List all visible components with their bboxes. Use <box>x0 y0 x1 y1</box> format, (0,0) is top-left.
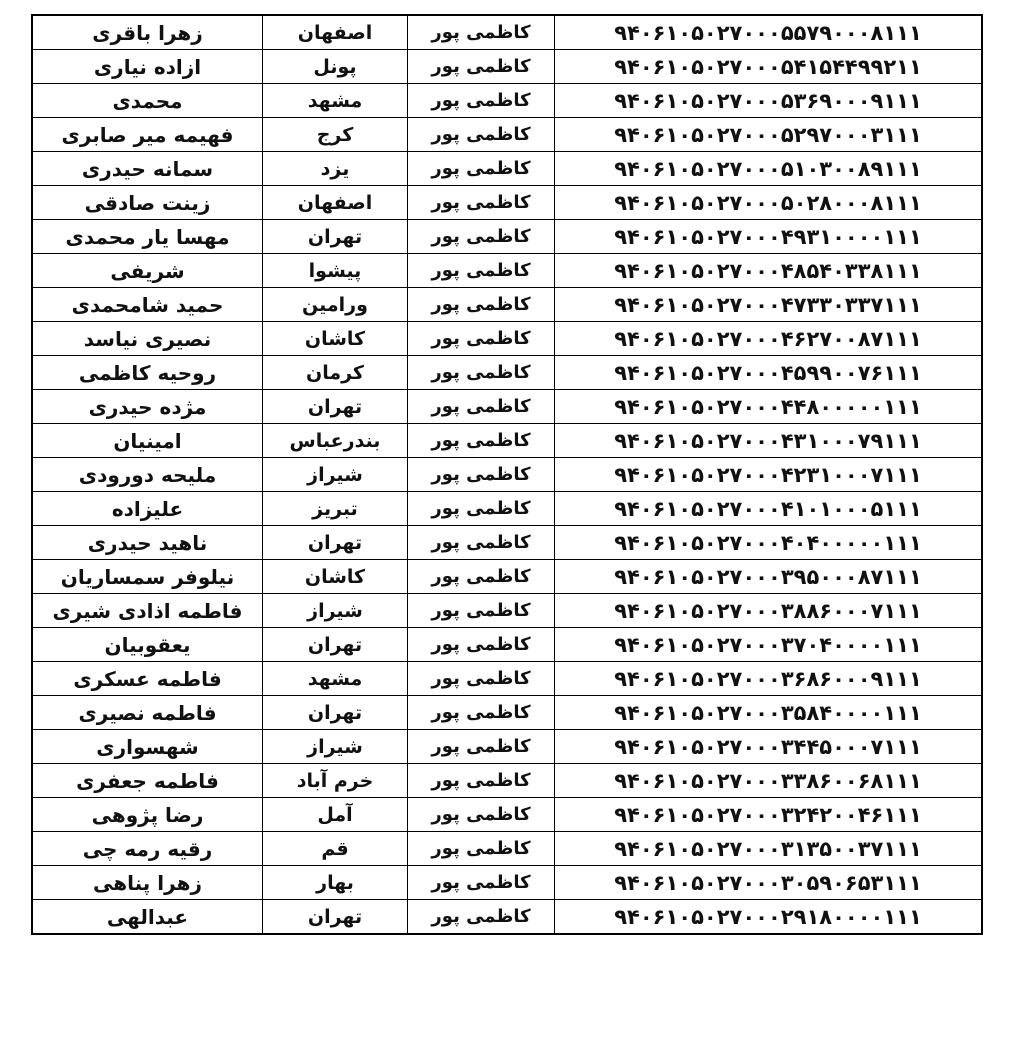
name-cell: عبدالهی <box>32 900 263 935</box>
number-cell: ۹۴۰۶۱۰۵۰۲۷۰۰۰۴۳۱۰۰۰۷۹۱۱۱ <box>555 424 983 458</box>
table-row <box>32 662 982 696</box>
city-cell: کرمان <box>263 356 408 390</box>
table-row <box>32 526 982 560</box>
number-cell: ۹۴۰۶۱۰۵۰۲۷۰۰۰۵۴۱۵۴۴۹۹۲۱۱ <box>555 50 983 84</box>
name-cell: شهسواری <box>32 730 263 764</box>
city-cell: کاشان <box>263 560 408 594</box>
family-cell: کاظمی پور <box>408 288 555 322</box>
number-cell: ۹۴۰۶۱۰۵۰۲۷۰۰۰۲۹۱۸۰۰۰۰۱۱۱ <box>555 900 983 935</box>
number-cell: ۹۴۰۶۱۰۵۰۲۷۰۰۰۵۰۲۸۰۰۰۸۱۱۱ <box>555 186 983 220</box>
city-cell: مشهد <box>263 84 408 118</box>
family-cell: کاظمی پور <box>408 118 555 152</box>
city-cell: تهران <box>263 390 408 424</box>
family-cell: کاظمی پور <box>408 390 555 424</box>
number-cell: ۹۴۰۶۱۰۵۰۲۷۰۰۰۳۶۸۶۰۰۰۹۱۱۱ <box>555 662 983 696</box>
number-cell: ۹۴۰۶۱۰۵۰۲۷۰۰۰۵۲۹۷۰۰۰۳۱۱۱ <box>555 118 983 152</box>
table-row <box>32 832 982 866</box>
name-cell: نیلوفر سمساریان <box>32 560 263 594</box>
family-cell: کاظمی پور <box>408 866 555 900</box>
city-cell: تهران <box>263 220 408 254</box>
name-cell: حمید شامحمدی <box>32 288 263 322</box>
table-row <box>32 900 982 935</box>
table-row <box>32 594 982 628</box>
family-cell: کاظمی پور <box>408 424 555 458</box>
table-row <box>32 390 982 424</box>
city-cell: کاشان <box>263 322 408 356</box>
number-cell: ۹۴۰۶۱۰۵۰۲۷۰۰۰۴۹۳۱۰۰۰۰۱۱۱ <box>555 220 983 254</box>
city-cell: تهران <box>263 628 408 662</box>
table-row <box>32 492 982 526</box>
table-row <box>32 288 982 322</box>
family-cell: کاظمی پور <box>408 15 555 50</box>
city-cell: شیراز <box>263 730 408 764</box>
table-row <box>32 322 982 356</box>
city-cell: تهران <box>263 696 408 730</box>
family-cell: کاظمی پور <box>408 526 555 560</box>
name-cell: فاطمه عسکری <box>32 662 263 696</box>
number-cell: ۹۴۰۶۱۰۵۰۲۷۰۰۰۴۱۰۱۰۰۰۵۱۱۱ <box>555 492 983 526</box>
name-cell: امینیان <box>32 424 263 458</box>
family-cell: کاظمی پور <box>408 220 555 254</box>
table-row <box>32 458 982 492</box>
family-cell: کاظمی پور <box>408 798 555 832</box>
table-row <box>32 798 982 832</box>
table-row <box>32 152 982 186</box>
family-cell: کاظمی پور <box>408 50 555 84</box>
table-row <box>32 356 982 390</box>
table-row <box>32 84 982 118</box>
table-row <box>32 628 982 662</box>
number-cell: ۹۴۰۶۱۰۵۰۲۷۰۰۰۴۴۸۰۰۰۰۰۱۱۱ <box>555 390 983 424</box>
table-row <box>32 254 982 288</box>
table-row <box>32 15 982 50</box>
number-cell: ۹۴۰۶۱۰۵۰۲۷۰۰۰۵۳۶۹۰۰۰۹۱۱۱ <box>555 84 983 118</box>
name-cell: رضا پژوهی <box>32 798 263 832</box>
number-cell: ۹۴۰۶۱۰۵۰۲۷۰۰۰۳۹۵۰۰۰۸۷۱۱۱ <box>555 560 983 594</box>
family-cell: کاظمی پور <box>408 730 555 764</box>
table-row <box>32 118 982 152</box>
family-cell: کاظمی پور <box>408 560 555 594</box>
number-cell: ۹۴۰۶۱۰۵۰۲۷۰۰۰۳۳۸۶۰۰۶۸۱۱۱ <box>555 764 983 798</box>
name-cell: ملیحه دورودی <box>32 458 263 492</box>
family-cell: کاظمی پور <box>408 696 555 730</box>
number-cell: ۹۴۰۶۱۰۵۰۲۷۰۰۰۳۷۰۴۰۰۰۰۱۱۱ <box>555 628 983 662</box>
number-cell: ۹۴۰۶۱۰۵۰۲۷۰۰۰۳۰۵۹۰۶۵۳۱۱۱ <box>555 866 983 900</box>
family-cell: کاظمی پور <box>408 662 555 696</box>
number-cell: ۹۴۰۶۱۰۵۰۲۷۰۰۰۳۴۴۵۰۰۰۷۱۱۱ <box>555 730 983 764</box>
family-cell: کاظمی پور <box>408 186 555 220</box>
name-cell: محمدی <box>32 84 263 118</box>
name-cell: نصیری نیاسد <box>32 322 263 356</box>
family-cell: کاظمی پور <box>408 322 555 356</box>
number-cell: ۹۴۰۶۱۰۵۰۲۷۰۰۰۴۰۴۰۰۰۰۰۱۱۱ <box>555 526 983 560</box>
city-cell: تهران <box>263 900 408 935</box>
number-cell: ۹۴۰۶۱۰۵۰۲۷۰۰۰۴۶۲۷۰۰۸۷۱۱۱ <box>555 322 983 356</box>
name-cell: فهیمه میر صابری <box>32 118 263 152</box>
roster-table <box>31 14 983 935</box>
number-cell: ۹۴۰۶۱۰۵۰۲۷۰۰۰۵۱۰۳۰۰۸۹۱۱۱ <box>555 152 983 186</box>
city-cell: بندرعباس <box>263 424 408 458</box>
family-cell: کاظمی پور <box>408 492 555 526</box>
family-cell: کاظمی پور <box>408 764 555 798</box>
city-cell: یزد <box>263 152 408 186</box>
table-row <box>32 220 982 254</box>
city-cell: قم <box>263 832 408 866</box>
table-row <box>32 50 982 84</box>
name-cell: زینت صادقی <box>32 186 263 220</box>
city-cell: بهار <box>263 866 408 900</box>
number-cell: ۹۴۰۶۱۰۵۰۲۷۰۰۰۳۸۸۶۰۰۰۷۱۱۱ <box>555 594 983 628</box>
family-cell: کاظمی پور <box>408 832 555 866</box>
name-cell: علیزاده <box>32 492 263 526</box>
table-row <box>32 424 982 458</box>
name-cell: فاطمه نصیری <box>32 696 263 730</box>
city-cell: شیراز <box>263 594 408 628</box>
table-row <box>32 866 982 900</box>
number-cell: ۹۴۰۶۱۰۵۰۲۷۰۰۰۳۲۴۲۰۰۴۶۱۱۱ <box>555 798 983 832</box>
name-cell: روحیه کاظمی <box>32 356 263 390</box>
table-row <box>32 696 982 730</box>
family-cell: کاظمی پور <box>408 152 555 186</box>
table-row <box>32 560 982 594</box>
number-cell: ۹۴۰۶۱۰۵۰۲۷۰۰۰۴۵۹۹۰۰۷۶۱۱۱ <box>555 356 983 390</box>
city-cell: تهران <box>263 526 408 560</box>
city-cell: اصفهان <box>263 186 408 220</box>
name-cell: فاطمه اذادی شیری <box>32 594 263 628</box>
family-cell: کاظمی پور <box>408 900 555 935</box>
family-cell: کاظمی پور <box>408 356 555 390</box>
city-cell: پونل <box>263 50 408 84</box>
name-cell: مهسا یار محمدی <box>32 220 263 254</box>
name-cell: زهرا پناهی <box>32 866 263 900</box>
number-cell: ۹۴۰۶۱۰۵۰۲۷۰۰۰۴۸۵۴۰۳۳۸۱۱۱ <box>555 254 983 288</box>
name-cell: سمانه حیدری <box>32 152 263 186</box>
name-cell: ناهید حیدری <box>32 526 263 560</box>
city-cell: کرج <box>263 118 408 152</box>
name-cell: زهرا باقری <box>32 15 263 50</box>
family-cell: کاظمی پور <box>408 84 555 118</box>
city-cell: شیراز <box>263 458 408 492</box>
city-cell: آمل <box>263 798 408 832</box>
table-row <box>32 764 982 798</box>
family-cell: کاظمی پور <box>408 594 555 628</box>
name-cell: ازاده نیاری <box>32 50 263 84</box>
table-row <box>32 186 982 220</box>
name-cell: رقیه رمه چی <box>32 832 263 866</box>
name-cell: مژده حیدری <box>32 390 263 424</box>
number-cell: ۹۴۰۶۱۰۵۰۲۷۰۰۰۳۵۸۴۰۰۰۰۱۱۱ <box>555 696 983 730</box>
name-cell: یعقوبیان <box>32 628 263 662</box>
roster-table-body <box>32 15 982 934</box>
number-cell: ۹۴۰۶۱۰۵۰۲۷۰۰۰۴۲۳۱۰۰۰۷۱۱۱ <box>555 458 983 492</box>
family-cell: کاظمی پور <box>408 628 555 662</box>
family-cell: کاظمی پور <box>408 254 555 288</box>
city-cell: مشهد <box>263 662 408 696</box>
family-cell: کاظمی پور <box>408 458 555 492</box>
city-cell: اصفهان <box>263 15 408 50</box>
table-row <box>32 730 982 764</box>
number-cell: ۹۴۰۶۱۰۵۰۲۷۰۰۰۵۵۷۹۰۰۰۸۱۱۱ <box>555 15 983 50</box>
city-cell: پیشوا <box>263 254 408 288</box>
name-cell: فاطمه جعفری <box>32 764 263 798</box>
number-cell: ۹۴۰۶۱۰۵۰۲۷۰۰۰۳۱۳۵۰۰۳۷۱۱۱ <box>555 832 983 866</box>
city-cell: ورامین <box>263 288 408 322</box>
name-cell: شریفی <box>32 254 263 288</box>
city-cell: خرم آباد <box>263 764 408 798</box>
number-cell: ۹۴۰۶۱۰۵۰۲۷۰۰۰۴۷۳۳۰۳۳۷۱۱۱ <box>555 288 983 322</box>
city-cell: تبریز <box>263 492 408 526</box>
